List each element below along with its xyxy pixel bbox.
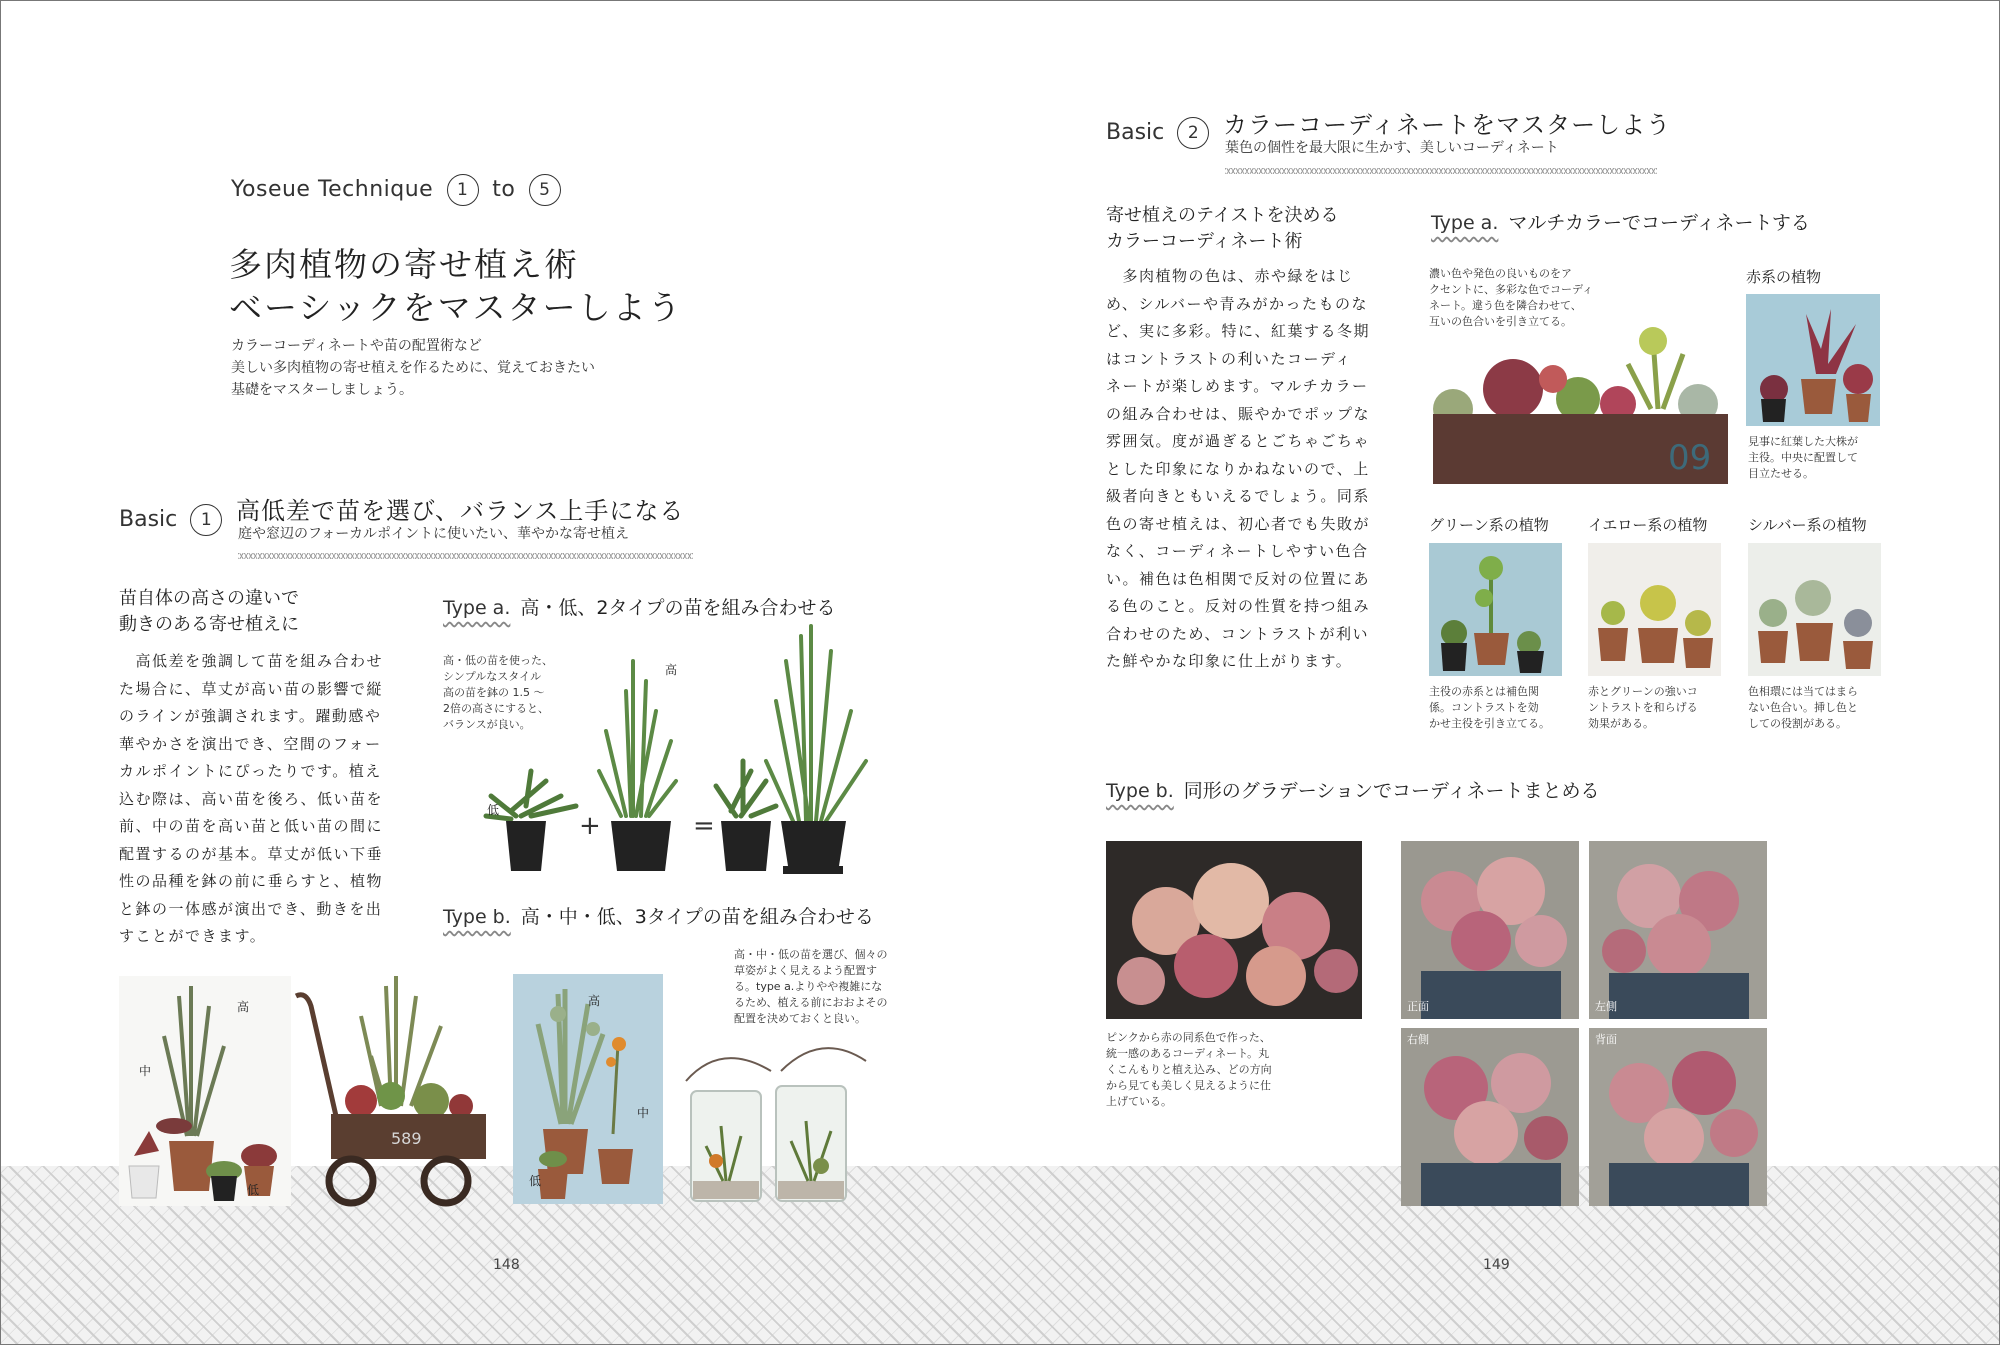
view-left-photo xyxy=(1589,841,1767,1019)
tag-low: 低 xyxy=(529,1174,542,1188)
green-plants-caption xyxy=(1429,684,1550,732)
type-b-label: Type b. xyxy=(1106,780,1174,802)
tag-low: 低 xyxy=(487,803,500,817)
technique-to-circle: 5 xyxy=(529,174,561,206)
caption-line: 効果がある。 xyxy=(1588,717,1654,730)
yellow-plants-photo xyxy=(1588,543,1721,676)
basic1-type-b-caption xyxy=(734,947,888,1027)
blue-background-pots-photo xyxy=(513,974,663,1204)
body-line: 合わせのため、コントラストが利い xyxy=(1106,624,1369,643)
body-line: 前、中の苗を高い苗と低い苗の間に xyxy=(119,817,384,835)
basic1-body xyxy=(119,648,389,951)
high-plant-image xyxy=(599,661,676,871)
caption-line: 高の苗を鉢の 1.5 ～ xyxy=(443,686,545,699)
silver-plants-photo xyxy=(1748,543,1881,676)
body-line: の組み合わせは、賑やかでポップな xyxy=(1106,404,1371,423)
silver-plants-title: シルバー系の植物 xyxy=(1748,516,1867,534)
body-line: カルポイントにぴったりです。植え xyxy=(119,762,382,780)
low-plant-image xyxy=(486,771,576,871)
caption-line: 高・中・低の苗を選び、個々の xyxy=(734,948,888,961)
body-line: た鮮やかな印象に仕上がります。 xyxy=(1106,652,1353,670)
view-front-photo xyxy=(1401,841,1579,1019)
caption-line: ない色合い。挿し色と xyxy=(1748,701,1858,714)
caption-line: シンプルなスタイル xyxy=(443,670,542,683)
page-title xyxy=(229,243,683,329)
type-a-title: マルチカラーでコーディネートする xyxy=(1508,212,1810,234)
page-number-right: 149 xyxy=(1483,1257,1510,1273)
basic1-label xyxy=(119,504,228,536)
caption-line: 濃い色や発色の良いものをア xyxy=(1429,267,1572,280)
basic2-title: カラーコーディネートをマスターしよう xyxy=(1223,111,1672,139)
plus-sign: + xyxy=(579,811,601,841)
view-back-photo xyxy=(1589,1028,1767,1206)
heading-line: 寄せ植えのテイストを決める xyxy=(1106,205,1339,226)
body-line: なく、コーディネートしやすい色合 xyxy=(1106,542,1369,560)
caption-line: くこんもりと植え込み、どの方向 xyxy=(1106,1063,1272,1076)
technique-label xyxy=(231,174,567,206)
basic1-subtitle: 庭や窓辺のフォーカルポイントに使いたい、華やかな寄せ植え xyxy=(238,526,630,542)
type-a-title: 高・低、2タイプの苗を組み合わせる xyxy=(520,597,836,619)
body-line: 性の品種を鉢の前に垂らすと、植物 xyxy=(119,872,384,890)
pink-gradation-photo xyxy=(1106,841,1362,1019)
red-plants-caption xyxy=(1748,434,1858,482)
view-label-front: 正面 xyxy=(1407,1000,1429,1013)
body-line: のラインが強調されます。躍動感や xyxy=(119,707,382,725)
basic1-title: 高低差で苗を選び、バランス上手になる xyxy=(236,497,685,525)
caption-line: クセントに、多彩な色でコーディ xyxy=(1429,283,1594,296)
body-line: ど、実に多彩。特に、紅葉する冬期 xyxy=(1106,322,1371,340)
body-line: 色の寄せ植えは、初心者でも失敗が xyxy=(1106,514,1371,533)
caption-line: る。type a.よりやや複雑にな xyxy=(734,980,883,993)
caption-line: 主役。中央に配置して xyxy=(1748,451,1858,464)
body-line: 華やかさを演出でき、空間のフォー xyxy=(119,734,382,753)
body-line: すことができます。 xyxy=(119,927,267,945)
red-plants-photo xyxy=(1746,294,1880,426)
caption-line: 2倍の高さにすると、 xyxy=(443,702,549,715)
type-b-caption xyxy=(1106,1030,1272,1110)
body-line: と鉢の一体感が演出でき、動きを出 xyxy=(119,899,383,918)
type-b-title: 同形のグラデーションでコーディネートまとめる xyxy=(1183,780,1600,802)
basic2-type-b-heading xyxy=(1106,776,1600,803)
basic1-word: Basic xyxy=(119,507,178,532)
caption-line: から見ても美しく見えるように仕 xyxy=(1106,1079,1271,1092)
type-b-title: 高・中・低、3タイプの苗を組み合わせる xyxy=(520,906,874,928)
body-line: 級者向きともいえるでしょう。同系 xyxy=(1106,487,1370,505)
intro-line: カラーコーディネートや苗の配置術など xyxy=(231,338,482,354)
body-line: ネートが楽しめます。マルチカラー xyxy=(1106,377,1369,395)
caption-line: 目立たせる。 xyxy=(1748,467,1814,480)
body-line: る色のこと。反対の性質を持つ組み xyxy=(1106,597,1371,615)
heading-line: 動きのある寄せ植えに xyxy=(119,614,299,635)
silver-plants-caption xyxy=(1748,684,1858,732)
green-plants-title: グリーン系の植物 xyxy=(1429,516,1549,534)
page-number-left: 148 xyxy=(493,1257,520,1273)
body-line: はコントラストの利いたコーディ xyxy=(1106,349,1352,368)
caption-line: かせ主役を引き立てる。 xyxy=(1429,717,1550,730)
caption-line: るため、植える前におおよその xyxy=(734,996,888,1009)
basic2-label xyxy=(1106,117,1215,149)
intro-line: 美しい多肉植物の寄せ植えを作るために、覚えておきたい xyxy=(231,360,595,376)
tag-high: 高 xyxy=(665,663,678,677)
basic1-type-a-heading xyxy=(443,593,836,620)
technique-to-word: to xyxy=(492,177,516,202)
view-right-photo xyxy=(1401,1028,1579,1206)
basic2-body xyxy=(1106,263,1376,676)
caption-line: 係。コントラストを効 xyxy=(1429,701,1539,714)
caption-line: 高・低の苗を使った、 xyxy=(443,654,553,667)
tag-high: 高 xyxy=(588,994,601,1008)
tag-high: 高 xyxy=(237,1000,250,1014)
page-title-line1: 多肉植物の寄せ植え術 xyxy=(229,245,579,284)
caption-line: 統一感のあるコーディネート。丸 xyxy=(1106,1047,1270,1060)
heading-line: 苗自体の高さの違いで xyxy=(119,588,299,609)
type-a-plant-illustration xyxy=(481,621,891,881)
caption-line: ピンクから赤の同系色で作った、 xyxy=(1106,1031,1271,1044)
intro-line: 基礎をマスターしましょう。 xyxy=(231,382,413,398)
basic1-type-b-heading xyxy=(443,902,874,929)
caption-line: しての役割がある。 xyxy=(1748,717,1847,730)
combined-plant-image xyxy=(716,626,866,874)
heading-line: カラーコーディネート術 xyxy=(1106,231,1303,252)
basic1-heading xyxy=(119,586,299,638)
body-line: い。補色は色相関で反対の位置にあ xyxy=(1106,569,1371,588)
type-b-label: Type b. xyxy=(443,906,511,928)
body-line: 高低差を強調して苗を組み合わせ xyxy=(119,652,384,670)
caption-line: 上げている。 xyxy=(1106,1095,1172,1108)
green-plants-photo xyxy=(1429,543,1562,676)
tag-mid: 中 xyxy=(139,1064,152,1078)
tag-low: 低 xyxy=(247,1183,260,1197)
basic2-num-circle: 2 xyxy=(1177,117,1209,149)
body-line: とした印象になりかねないので、上 xyxy=(1106,459,1370,478)
three-pots-photo xyxy=(119,976,291,1206)
glass-jar-terrarium-photo xyxy=(681,1031,871,1211)
body-line: た場合に、草丈が高い苗の影響で縦 xyxy=(119,679,384,698)
basic2-type-a-heading xyxy=(1431,208,1810,235)
body-line: 雰囲気。度が過ぎるとごちゃごちゃ xyxy=(1106,432,1371,450)
caption-line: ネート。違う色を隣合わせて、 xyxy=(1429,299,1582,312)
basic1-num-circle: 1 xyxy=(190,504,222,536)
body-line: 配置するのが基本。草丈が低い下垂 xyxy=(119,844,384,863)
yellow-plants-title: イエロー系の植物 xyxy=(1588,516,1708,534)
yellow-plants-caption xyxy=(1588,684,1698,732)
type-a-label: Type a. xyxy=(1431,212,1499,234)
page-title-line2: ベーシックをマスターしよう xyxy=(229,288,683,327)
equals-sign: = xyxy=(693,811,715,841)
view-label-right: 右側 xyxy=(1407,1033,1429,1046)
caption-line: 色相環には当てはまら xyxy=(1748,685,1858,698)
caption-line: 赤とグリーンの強いコ xyxy=(1588,685,1698,698)
red-plants-title: 赤系の植物 xyxy=(1746,268,1822,286)
tag-mid: 中 xyxy=(637,1106,650,1120)
box-number: 09 xyxy=(1668,438,1712,478)
cart-planter-photo xyxy=(291,966,491,1211)
caption-line: バランスが良い。 xyxy=(443,718,531,731)
basic2-word: Basic xyxy=(1106,120,1165,145)
body-line: 込む際は、高い苗を後ろ、低い苗を xyxy=(119,789,384,808)
type-a-label: Type a. xyxy=(443,597,511,619)
caption-line: 見事に紅葉した大株が xyxy=(1748,435,1858,448)
technique-from-circle: 1 xyxy=(447,174,479,206)
caption-line: 草姿がよく見えるよう配置す xyxy=(734,964,877,977)
view-label-back: 背面 xyxy=(1595,1033,1617,1046)
caption-line: ントラストを和らげる xyxy=(1588,701,1698,714)
multicolor-planter-photo xyxy=(1413,319,1731,489)
technique-prefix: Yoseue Technique xyxy=(231,177,434,202)
view-label-left: 左側 xyxy=(1595,1000,1617,1013)
cart-number: 589 xyxy=(391,1129,422,1148)
basic2-subtitle: 葉色の個性を最大限に生かす、美しいコーディネート xyxy=(1225,140,1559,156)
intro-text xyxy=(231,335,595,401)
basic2-heading xyxy=(1106,203,1339,255)
caption-line: 主役の赤系とは補色関 xyxy=(1429,685,1539,698)
wavy-divider xyxy=(238,553,693,559)
body-line: 多肉植物の色は、赤や緑をはじ xyxy=(1106,267,1354,285)
wavy-divider xyxy=(1225,168,1657,174)
body-line: め、シルバーや青みがかったものな xyxy=(1106,294,1368,313)
caption-line: 互いの色合いを引き立てる。 xyxy=(1429,315,1572,328)
caption-line: 配置を決めておくと良い。 xyxy=(734,1012,866,1025)
